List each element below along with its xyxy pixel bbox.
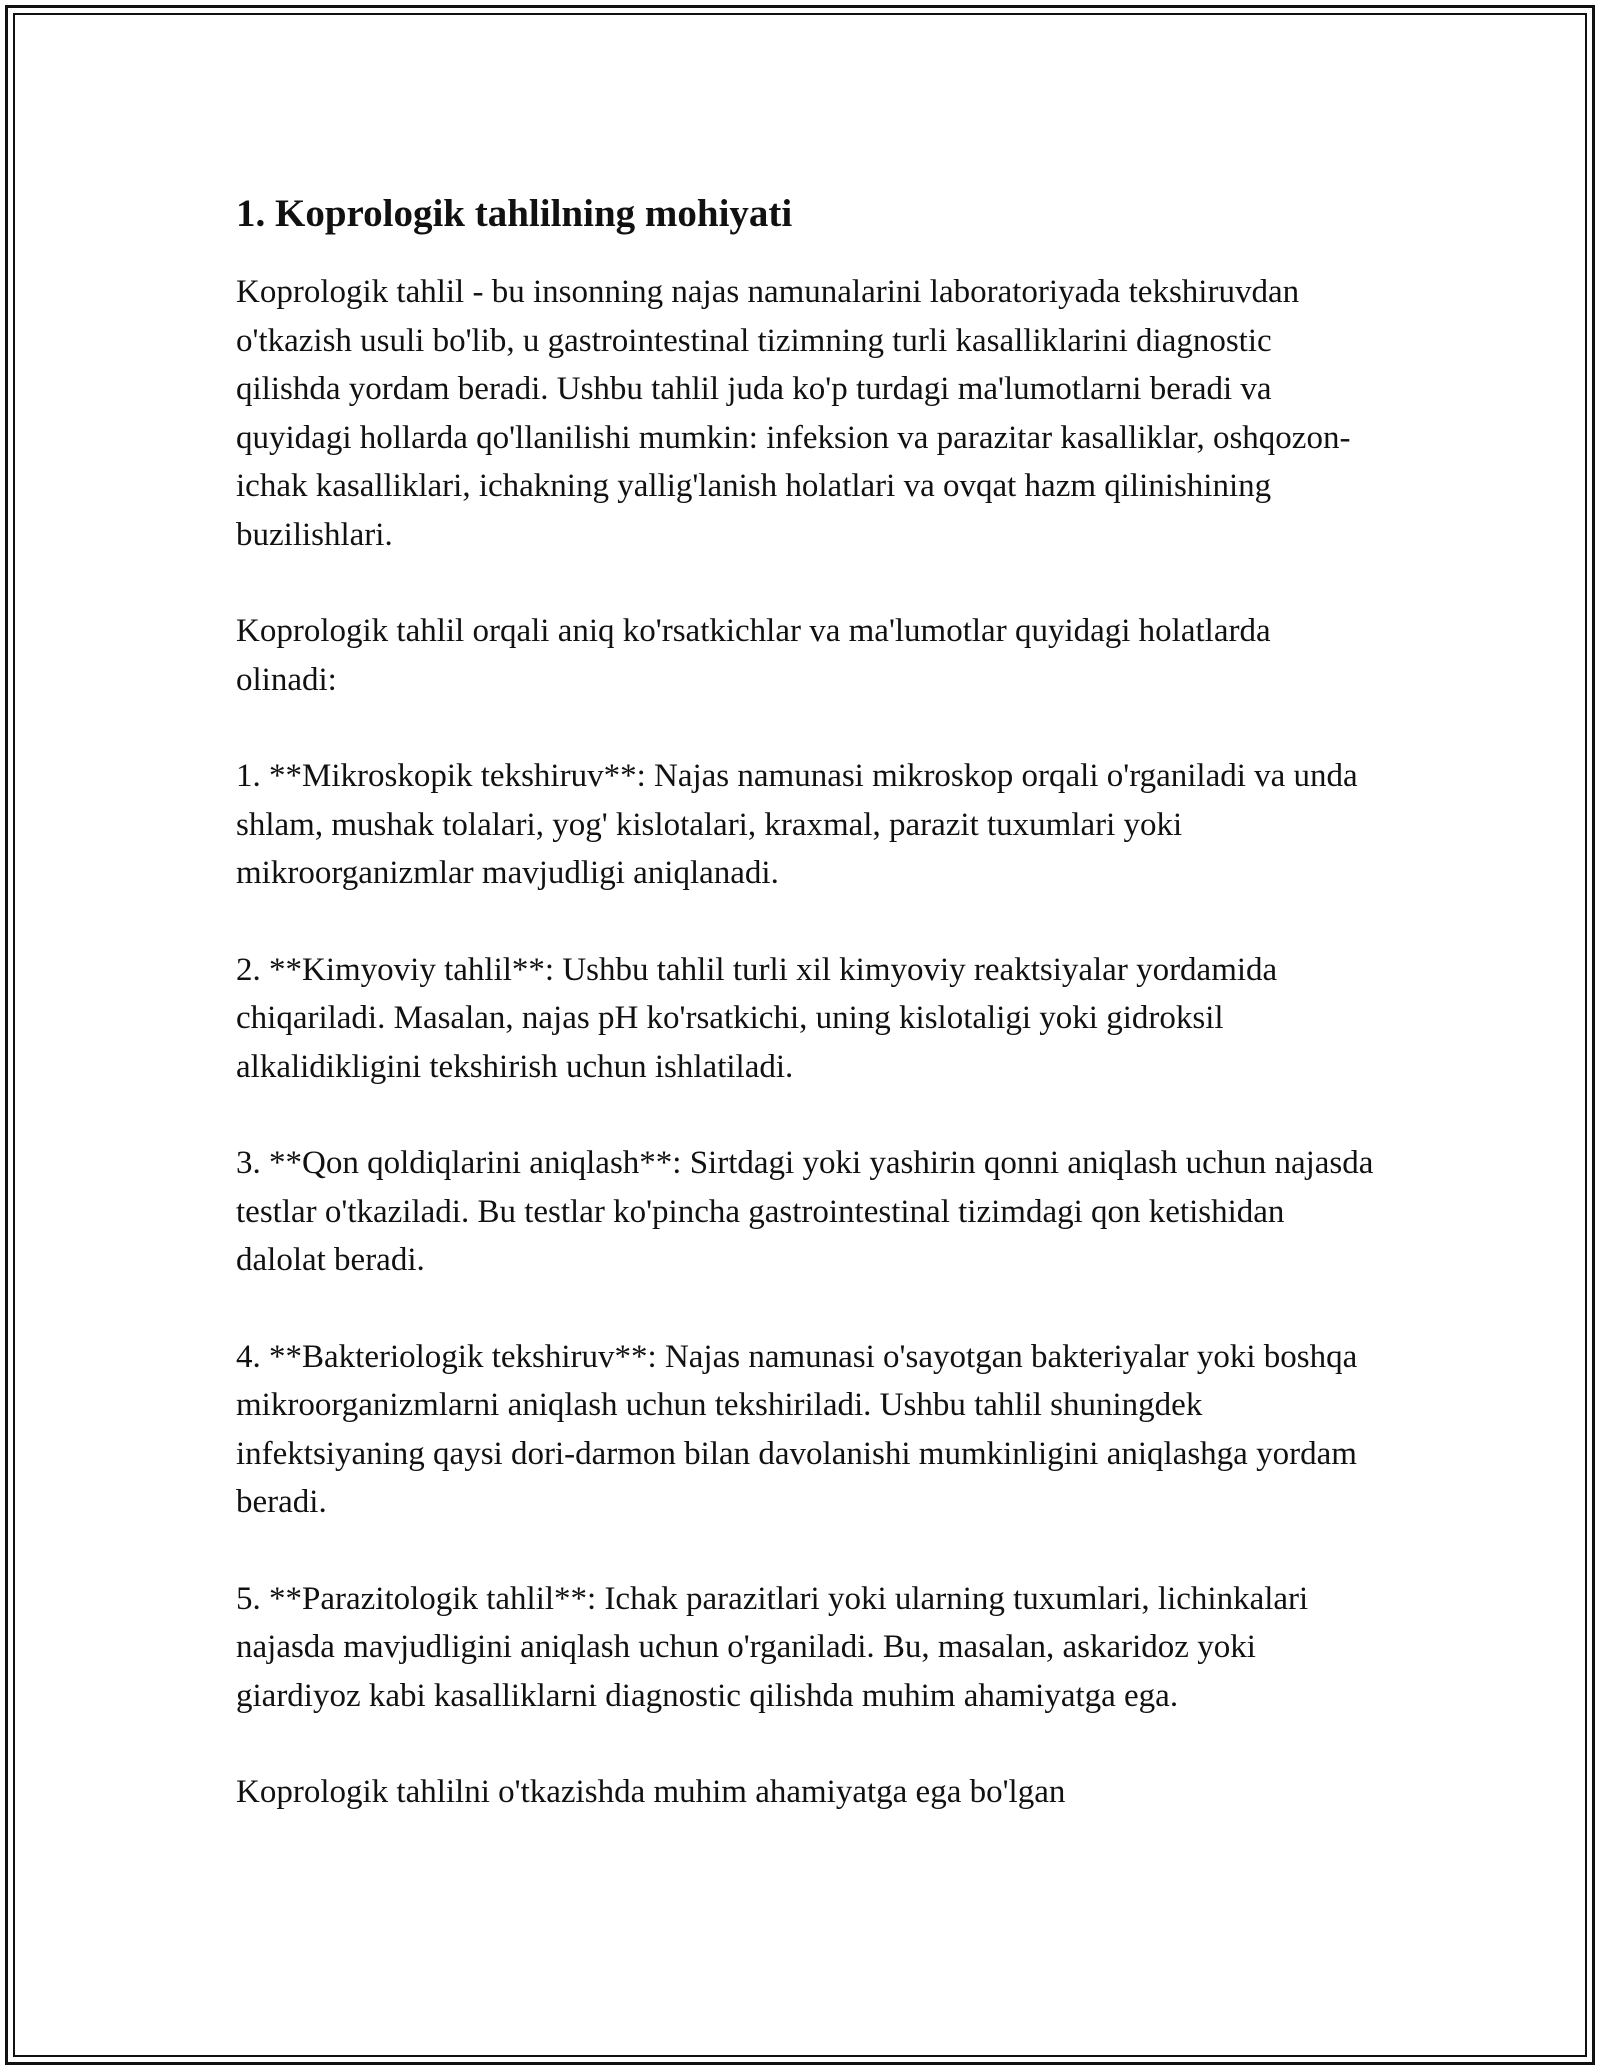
list-item-bacteriological: 4. **Bakteriologik tekshiruv**: Najas namunasi o'sayotgan bakteriyalar yoki boshqa mikroorganizmlarni aniqlash uchun tekshiriladi. Ushbu tahlil shuningdek infektsiyaning qaysi dori-darmon bilan davolanishi mumkinligini aniqlashga yordam beradi. (236, 1338, 1358, 1520)
paragraph-lead-in: Koprologik tahlil orqali aniq ko'rsatkichlar va ma'lumotlar quyidagi holatlarda olinadi: (236, 613, 1271, 698)
list-item-microscopic: 1. **Mikroskopik tekshiruv**: Najas namunasi mikroskop orqali o'rganiladi va unda shlam, mushak tolalari, yog' kislotalari, kraxmal, parazit tuxumlari yoki mikroorganizmlar mavjudligi aniqlanadi. (236, 758, 1358, 891)
document-body (236, 186, 1376, 1817)
paragraph-closing: Koprologik tahlilni o'tkazishda muhim ahamiyatga ega bo'lgan (236, 1774, 1066, 1810)
list-item-parasitological: 5. **Parazitologik tahlil**: Ichak parazitlari yoki ularning tuxumlari, lichinkalari najasda mavjudligini aniqlash uchun o'rganiladi. Bu, masalan, askaridoz yoki giardiyoz kabi kasalliklarni diagnostic qilishda muhim ahamiyatga ega. (236, 1580, 1309, 1714)
paragraph-intro: Koprologik tahlil - bu insonning najas namunalarini laboratoriyada tekshiruvdan o'tkazish usuli bo'lib, u gastrointestinal tizimning turli kasalliklarini diagnostic qilishda yordam beradi. Ushbu tahlil juda ko'p turdagi ma'lumotlarni beradi va quyidagi hollarda qo'llanilishi mumkin: infeksion va parazitar kasalliklar, oshqozon-ichak kasalliklari, ichakning yallig'lanish holatlari va ovqat hazm qilinishining buzilishlari. (236, 274, 1351, 553)
list-item-blood: 3. **Qon qoldiqlarini aniqlash**: Sirtdagi yoki yashirin qonni aniqlash uchun najasda testlar o'tkaziladi. Bu testlar ko'pincha gastrointestinal tizimdagi qon ketishidan dalolat beradi. (236, 1145, 1374, 1278)
section-heading: 1. Koprologik tahlilning mohiyati (236, 192, 793, 235)
list-item-chemical: 2. **Kimyoviy tahlil**: Ushbu tahlil turli xil kimyoviy reaktsiyalar yordamida chiqariladi. Masalan, najas pH ko'rsatkichi, uning kislotaligi yoki gidroksil alkalidikligini tekshirish uchun ishlatiladi. (236, 951, 1278, 1085)
